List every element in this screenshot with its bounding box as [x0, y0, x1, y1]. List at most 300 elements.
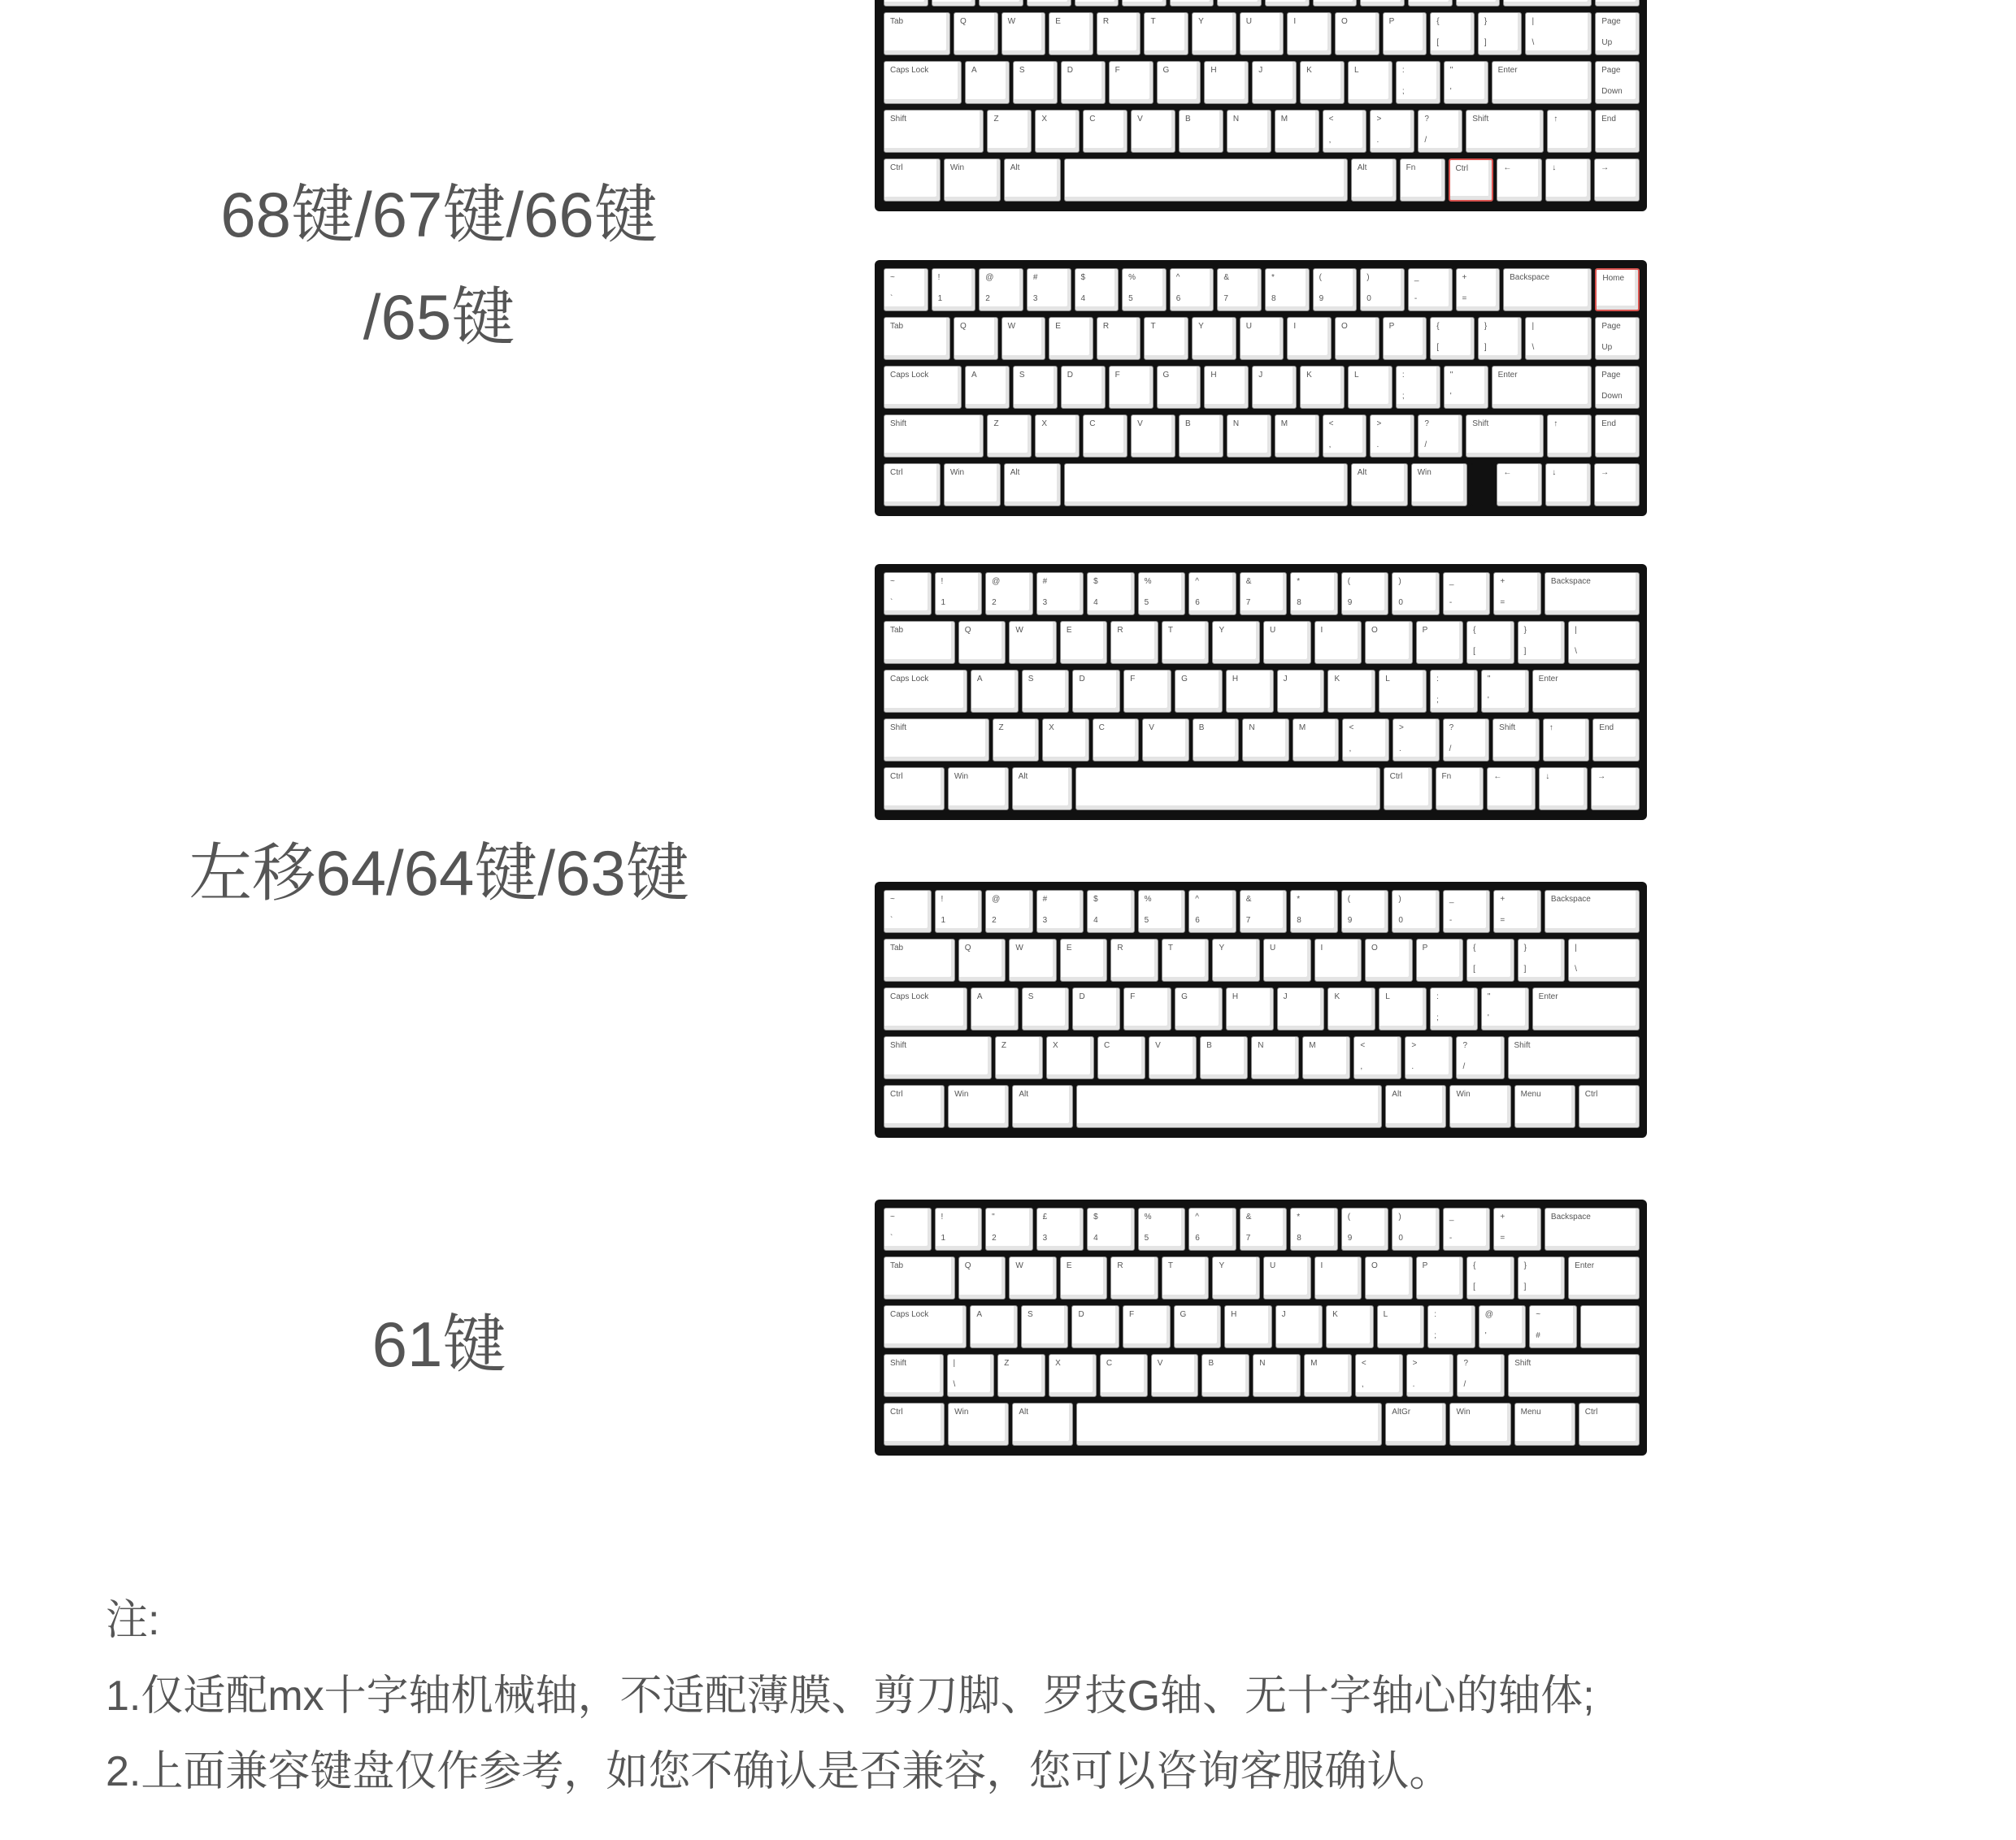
- key-symbol: [1518, 1256, 1566, 1300]
- key-legend-secondary: -: [1414, 294, 1418, 303]
- key-legend: +: [1462, 273, 1467, 282]
- key-symbol: [1545, 158, 1591, 202]
- label-64-63-keys: 左移64/64键/63键: [189, 837, 689, 909]
- key-win: [1449, 1085, 1510, 1128]
- key-legend: T: [1167, 626, 1174, 635]
- key-legend: ↑: [1549, 723, 1553, 732]
- key-legend: Win: [1456, 1408, 1471, 1417]
- key-symbol: [1217, 268, 1262, 311]
- key-s: [1013, 366, 1058, 409]
- key-y: [1212, 939, 1260, 982]
- key-legend: Win: [1456, 1090, 1471, 1099]
- key-legend: Win: [949, 163, 965, 172]
- key-m: [1275, 110, 1319, 153]
- key-symbol: [1075, 0, 1119, 7]
- key-symbol: [1481, 987, 1529, 1031]
- key-legend: Tab: [890, 322, 904, 331]
- keyboard-row: [884, 268, 1640, 311]
- key-legend: A: [976, 992, 983, 1001]
- key-legend: O: [1371, 1261, 1378, 1270]
- key-backspace: [1503, 268, 1592, 311]
- key-legend-secondary: `: [890, 1234, 893, 1243]
- key-legend: ): [1398, 1213, 1401, 1222]
- key-d: [1061, 366, 1106, 409]
- key-legend: R: [1102, 322, 1110, 331]
- keyboard-row: [884, 890, 1640, 933]
- key-legend: A: [976, 1310, 983, 1319]
- key-symbol: [1027, 0, 1071, 7]
- key-legend-secondary: ]: [1484, 343, 1487, 352]
- key-legend: <: [1328, 419, 1334, 428]
- key-page: [1595, 61, 1640, 104]
- key-s: [1022, 987, 1070, 1031]
- key-symbol: [1138, 1208, 1186, 1251]
- key-symbol: [1313, 0, 1358, 7]
- key-ctrl: [884, 1403, 945, 1446]
- key-t: [1144, 12, 1188, 55]
- key-k: [1326, 1305, 1374, 1348]
- key-a: [971, 987, 1019, 1031]
- key-legend: {: [1473, 1261, 1476, 1270]
- key-legend: C: [1104, 1041, 1110, 1050]
- key-tab: [884, 939, 955, 982]
- key-legend-secondary: 4: [1093, 916, 1098, 925]
- key-symbol: [1170, 268, 1214, 311]
- key-alt: [1012, 767, 1073, 810]
- key-legend: _: [1414, 273, 1419, 282]
- key-legend-secondary: ;: [1434, 1331, 1436, 1340]
- key-legend: ~: [890, 273, 895, 282]
- key-legend: &: [1245, 1213, 1252, 1222]
- key-legend-secondary: -: [1449, 916, 1453, 925]
- key-legend: Z: [993, 115, 999, 124]
- key-end: [1595, 414, 1640, 458]
- key-symbol: [1456, 268, 1501, 311]
- key-legend-secondary: ;: [1401, 87, 1405, 96]
- key-enter: [1492, 61, 1592, 104]
- key-legend: >: [1411, 1041, 1417, 1050]
- key-legend: T: [1150, 17, 1156, 26]
- key-legend: #: [1042, 577, 1048, 586]
- key-legend: B: [1184, 419, 1191, 428]
- key-legend-secondary: 1: [941, 598, 946, 607]
- key-enter: [1532, 670, 1640, 713]
- key-legend: D: [1067, 371, 1074, 380]
- key-y: [1192, 317, 1236, 360]
- space-key: [1076, 1403, 1382, 1446]
- key-symbol: [1087, 1208, 1135, 1251]
- key-q: [954, 317, 998, 360]
- key-backspace: [1503, 0, 1592, 7]
- key-symbol: [1265, 0, 1310, 7]
- key-legend-secondary: /: [1424, 136, 1427, 145]
- key-legend: Caps Lock: [890, 1310, 929, 1319]
- key-symbol: [1444, 366, 1488, 409]
- key-legend: Win: [954, 1090, 969, 1099]
- key-legend: ←: [1503, 468, 1512, 477]
- key-legend: Enter: [1497, 371, 1518, 380]
- key-z: [987, 110, 1032, 153]
- key-legend: ^: [1195, 1213, 1199, 1222]
- keyboard-row: [884, 987, 1640, 1031]
- key-legend: E: [1055, 322, 1061, 331]
- key-i: [1314, 939, 1362, 982]
- key-legend-secondary: .: [1411, 1062, 1414, 1071]
- key-legend: H: [1231, 1310, 1237, 1319]
- key-d: [1061, 61, 1106, 104]
- key-legend-secondary: 6: [1175, 294, 1181, 303]
- key-legend: G: [1180, 1310, 1187, 1319]
- key-legend: Y: [1219, 626, 1225, 635]
- key-symbol: [1360, 268, 1405, 311]
- key-ctrl: [884, 158, 941, 202]
- key-legend: I: [1320, 626, 1323, 635]
- key-legend: ?: [1424, 115, 1429, 124]
- key-legend-secondary: .: [1376, 440, 1379, 449]
- key-legend: Shift: [1472, 115, 1489, 124]
- key-legend: ": [1487, 675, 1491, 683]
- key-legend: {: [1473, 626, 1476, 635]
- key-legend: ←: [1503, 163, 1512, 172]
- key-legend: Tab: [890, 944, 904, 953]
- key-legend: ↑: [1553, 115, 1558, 124]
- key-legend-secondary: .: [1376, 136, 1379, 145]
- key-legend: J: [1283, 992, 1288, 1001]
- keyboard-row: [884, 1085, 1640, 1128]
- keyboard-row: [884, 1403, 1640, 1446]
- key-legend-secondary: `: [890, 598, 893, 607]
- key-legend: ~: [1536, 1310, 1541, 1319]
- key-v: [1142, 718, 1189, 762]
- key-blank: [1471, 463, 1493, 506]
- key-l: [1379, 987, 1427, 1031]
- key-h: [1226, 670, 1274, 713]
- key-legend-secondary: 9: [1347, 598, 1353, 607]
- key-legend: Alt: [1357, 468, 1367, 477]
- key-u: [1240, 12, 1284, 55]
- key-symbol: [1122, 0, 1167, 7]
- key-v: [1151, 1354, 1199, 1397]
- key-z: [987, 414, 1032, 458]
- key-o: [1365, 1256, 1413, 1300]
- key-m: [1302, 1036, 1350, 1079]
- key-q: [958, 1256, 1006, 1300]
- key-symbol: [1443, 572, 1491, 615]
- key-legend-secondary: ;: [1436, 696, 1439, 705]
- key-ctrl: [1384, 767, 1432, 810]
- key-legend-secondary: 6: [1195, 598, 1200, 607]
- key-legend: U: [1245, 322, 1252, 331]
- key-legend: ?: [1463, 1359, 1469, 1368]
- notes-line-1: 1.仅适配mx十字轴机械轴，不适配薄膜、剪刀脚、罗技G轴、无十字轴心的轴体;: [106, 1673, 1595, 1720]
- key-caps-lock: [884, 987, 967, 1031]
- key-legend: +: [1500, 577, 1505, 586]
- key-symbol: [1342, 718, 1389, 762]
- key-legend-secondary: =: [1462, 294, 1467, 303]
- key-legend: Shift: [1499, 723, 1516, 732]
- key-legend-secondary: 5: [1144, 916, 1149, 925]
- keyboard-68-layout-a: [875, 0, 1647, 211]
- key-symbol: [1539, 767, 1588, 810]
- key-legend: ?: [1462, 1041, 1468, 1050]
- key-legend: Backspace: [1510, 273, 1550, 282]
- key-legend: T: [1150, 322, 1156, 331]
- key-legend: W: [1015, 1261, 1023, 1270]
- key-l: [1377, 1305, 1425, 1348]
- key-legend: ?: [1449, 723, 1454, 732]
- key-legend-secondary: 4: [1093, 598, 1098, 607]
- key-legend: Ctrl: [1584, 1408, 1598, 1417]
- key-legend: Alt: [1018, 772, 1028, 781]
- key-symbol: [1443, 1208, 1491, 1251]
- key-u: [1263, 1256, 1311, 1300]
- key-symbol: [1393, 718, 1440, 762]
- key-legend-secondary: \: [1575, 647, 1577, 656]
- key-symbol: [1122, 268, 1167, 311]
- key-legend: L: [1354, 371, 1359, 380]
- key-symbol: [1518, 621, 1566, 664]
- space-key: [1064, 158, 1348, 202]
- key-symbol: [985, 890, 1033, 933]
- key-tab: [884, 621, 955, 664]
- key-legend: N: [1258, 1041, 1264, 1050]
- key-d: [1071, 1305, 1119, 1348]
- key-legend: Tab: [890, 1261, 904, 1270]
- key-shift: [1508, 1354, 1640, 1397]
- key-r: [1110, 939, 1158, 982]
- key-caps-lock: [884, 1305, 967, 1348]
- key-n: [1242, 718, 1289, 762]
- key-g: [1174, 1305, 1222, 1348]
- key-symbol: [1341, 572, 1389, 615]
- key-legend: Caps Lock: [890, 371, 929, 380]
- key-symbol: [1478, 317, 1523, 360]
- key-blank: [1580, 1305, 1640, 1348]
- key-symbol: [1240, 572, 1288, 615]
- key-legend: S: [1028, 992, 1034, 1001]
- key-symbol: [947, 1354, 995, 1397]
- key-legend: B: [1198, 723, 1205, 732]
- key-legend: {: [1436, 17, 1440, 26]
- key-legend-secondary: #: [1536, 1331, 1540, 1340]
- keyboard-row: [884, 1354, 1640, 1397]
- key-legend: <: [1328, 115, 1334, 124]
- keyboard-row: [884, 110, 1640, 153]
- key-symbol: [1457, 1354, 1505, 1397]
- key-legend: <: [1360, 1041, 1366, 1050]
- key-legend-secondary: 4: [1093, 1234, 1098, 1243]
- key-legend: D: [1067, 66, 1074, 75]
- key-win: [948, 1403, 1009, 1446]
- key-legend: R: [1117, 944, 1123, 953]
- key-legend: Ctrl: [890, 163, 903, 172]
- key-n: [1227, 414, 1271, 458]
- key-w: [1009, 1256, 1057, 1300]
- key-legend: Q: [964, 944, 971, 953]
- key-legend-secondary: 7: [1223, 294, 1228, 303]
- key-symbol: [1313, 268, 1358, 311]
- key-legend: Win: [1417, 468, 1432, 477]
- key-symbol: [1466, 1256, 1514, 1300]
- key-legend: P: [1422, 1261, 1428, 1270]
- key-legend: :: [1434, 1310, 1436, 1319]
- key-legend: ~: [890, 577, 895, 586]
- key-legend: H: [1210, 66, 1217, 75]
- key-r: [1110, 1256, 1158, 1300]
- key-symbol: [1188, 890, 1236, 933]
- key-symbol: [1290, 890, 1338, 933]
- key-symbol: [1355, 1354, 1403, 1397]
- key-w: [1001, 317, 1046, 360]
- key-legend-secondary: ,: [1328, 440, 1332, 449]
- key-legend: Ctrl: [1389, 772, 1403, 781]
- key-l: [1379, 670, 1427, 713]
- key-legend-secondary: /: [1462, 1062, 1466, 1071]
- key-legend: }: [1484, 17, 1488, 26]
- key-legend: X: [1052, 1041, 1058, 1050]
- key-legend: B: [1184, 115, 1191, 124]
- key-legend: V: [1149, 723, 1154, 732]
- key-legend: Menu: [1520, 1090, 1541, 1099]
- key-a: [970, 1305, 1018, 1348]
- key-legend: <: [1349, 723, 1354, 732]
- key-legend-secondary: -: [1449, 598, 1453, 607]
- key-legend: F: [1130, 675, 1136, 683]
- key-l: [1348, 61, 1393, 104]
- key-symbol: [1594, 158, 1640, 202]
- key-legend: Win: [954, 772, 969, 781]
- key-legend: Enter: [1575, 1261, 1595, 1270]
- key-legend: @: [992, 577, 1001, 586]
- key-legend: F: [1130, 992, 1136, 1001]
- key-legend: Alt: [1019, 1090, 1028, 1099]
- key-j: [1252, 366, 1297, 409]
- keyboard-68-layout-b: [875, 260, 1647, 516]
- key-legend: *: [1297, 577, 1301, 586]
- key-f: [1123, 670, 1171, 713]
- key-y: [1212, 621, 1260, 664]
- key-legend-secondary: 3: [1042, 598, 1048, 607]
- key-r: [1097, 317, 1141, 360]
- key-i: [1287, 317, 1332, 360]
- key-b: [1179, 414, 1223, 458]
- key-x: [1035, 414, 1080, 458]
- key-symbol: [1430, 987, 1478, 1031]
- key-alt: [1004, 158, 1061, 202]
- key-legend: M: [1280, 115, 1288, 124]
- key-legend: &: [1245, 577, 1252, 586]
- key-legend-secondary: 1: [937, 294, 943, 303]
- key-x: [1049, 1354, 1097, 1397]
- key-s: [1013, 61, 1058, 104]
- key-legend: →: [1601, 163, 1610, 172]
- key-legend: Tab: [890, 626, 904, 635]
- key-legend: $: [1093, 1213, 1098, 1222]
- key-legend: →: [1601, 468, 1610, 477]
- key-caps-lock: [884, 670, 967, 713]
- key-legend: R: [1102, 17, 1110, 26]
- key-legend: ↓: [1552, 163, 1557, 172]
- key-legend-secondary: .: [1399, 744, 1401, 753]
- key-legend: R: [1117, 626, 1123, 635]
- key-legend: Enter: [1538, 992, 1558, 1001]
- key-alt: [1385, 1085, 1446, 1128]
- key-legend: End: [1599, 723, 1614, 732]
- key-legend: {: [1473, 944, 1476, 953]
- key-symbol: [932, 0, 976, 7]
- key-legend-secondary: =: [1500, 916, 1505, 925]
- key-e: [1060, 621, 1108, 664]
- key-caps-lock: [884, 61, 962, 104]
- key-legend-secondary: 9: [1347, 1234, 1353, 1243]
- key-legend-secondary: ': [1449, 392, 1452, 401]
- key-p: [1416, 1256, 1464, 1300]
- key-symbol: [985, 572, 1033, 615]
- key-legend: Shift: [890, 419, 907, 428]
- key-legend: :: [1436, 992, 1439, 1001]
- key-legend: I: [1320, 944, 1323, 953]
- key-symbol: [1240, 890, 1288, 933]
- key-symbol: [1036, 572, 1084, 615]
- key-legend: Ctrl: [1455, 164, 1469, 173]
- key-legend: C: [1106, 1359, 1113, 1368]
- key-p: [1383, 12, 1427, 55]
- key-legend: E: [1055, 17, 1061, 26]
- key-legend: U: [1269, 626, 1276, 635]
- key-legend: G: [1162, 371, 1170, 380]
- key-symbol: [1497, 158, 1542, 202]
- key-symbol: [1497, 463, 1542, 506]
- key-z: [995, 1036, 1043, 1079]
- key-shift: [1492, 718, 1540, 762]
- key-legend: End: [1601, 419, 1616, 428]
- key-legend-secondary: Up: [1601, 38, 1613, 47]
- key-h: [1204, 61, 1249, 104]
- key-symbol: [1087, 572, 1135, 615]
- key-ctrl: [884, 463, 941, 506]
- key-e: [1049, 12, 1093, 55]
- key-z: [997, 1354, 1045, 1397]
- key-legend: W: [1007, 17, 1016, 26]
- key-win: [944, 158, 1001, 202]
- key-g: [1175, 670, 1223, 713]
- key-legend: Ctrl: [890, 772, 903, 781]
- key-legend: C: [1089, 419, 1096, 428]
- key-symbol: [1487, 767, 1536, 810]
- key-x: [1035, 110, 1080, 153]
- key-legend: ↑: [1553, 419, 1558, 428]
- key-symbol: [1396, 61, 1440, 104]
- key-legend: X: [1049, 723, 1054, 732]
- key-legend: K: [1306, 371, 1312, 380]
- key-legend: K: [1334, 992, 1340, 1001]
- key-legend-secondary: 0: [1398, 916, 1403, 925]
- key-legend-secondary: ;: [1401, 392, 1405, 401]
- key-symbol: [1217, 0, 1262, 7]
- key-legend: (: [1347, 1213, 1351, 1222]
- key-legend-secondary: 3: [1042, 916, 1048, 925]
- key-b: [1193, 718, 1240, 762]
- keyboard-row: [884, 572, 1640, 615]
- key-legend: Ctrl: [890, 468, 903, 477]
- key-shift: [1508, 1036, 1640, 1079]
- key-legend: |: [1532, 322, 1535, 331]
- key-legend: ": [1487, 992, 1491, 1001]
- key-backspace: [1545, 890, 1640, 933]
- keyboard-row: [884, 939, 1640, 982]
- key-legend: >: [1399, 723, 1404, 732]
- label-65-keys: /65键: [363, 281, 515, 353]
